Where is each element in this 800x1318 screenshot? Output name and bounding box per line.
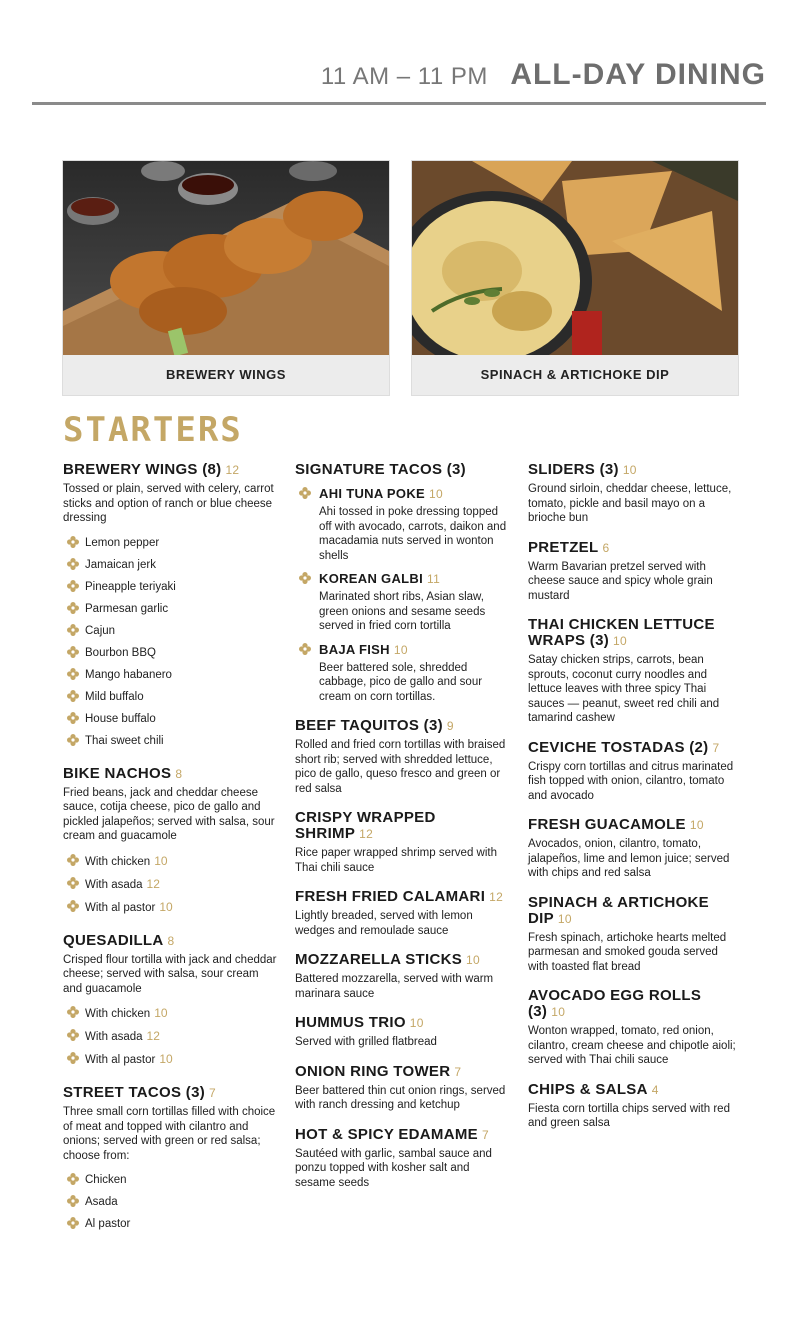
quatrefoil-icon	[67, 900, 79, 912]
menu-item	[528, 462, 740, 526]
item-description: Warm Bavarian pretzel served with cheese sauce and spicy whole grain mustard	[528, 560, 713, 602]
item-price: 12	[359, 827, 374, 841]
item-description: Beer battered thin cut onion rings, served with ranch dressing and ketchup	[295, 1084, 506, 1111]
item-name: SLIDERS (3)	[528, 461, 619, 478]
item-name: SPINACH & ARTICHOKE DIP	[528, 893, 709, 927]
menu-item	[528, 540, 740, 604]
photo-spinach-dip	[411, 160, 739, 396]
menu-item-quesadilla	[63, 933, 278, 1072]
item-name: CRISPY WRAPPED SHRIMP	[295, 809, 436, 842]
item-price: 7	[454, 1064, 462, 1079]
option-list	[63, 1169, 278, 1235]
option-list	[63, 1002, 278, 1071]
item-description: Fried beans, jack and cheddar cheese sauce, cotija cheese, pico de gallo and pickled jalapeños; served with salsa, sour cream and guacamole	[63, 786, 275, 842]
item-name: MOZZARELLA STICKS	[295, 951, 463, 968]
item-description: Rice paper wrapped shrimp served with Thai chili sauce	[295, 847, 497, 874]
item-name: SIGNATURE TACOS (3)	[295, 461, 466, 478]
option-item: Mango habanero	[63, 664, 278, 686]
menu-item	[295, 810, 507, 875]
item-price: 7	[481, 1127, 489, 1142]
sub-item-korean-galbi: KOREAN GALBI 11 Marinated short ribs, Asian slaw, green onions and sesame seeds served in fried corn tortilla	[295, 571, 507, 634]
option-item: Pineapple teriyaki	[63, 576, 278, 598]
menu-item	[528, 1082, 740, 1131]
item-price: 12	[225, 463, 240, 477]
option-item: Chicken	[63, 1169, 278, 1191]
menu-item	[295, 889, 507, 938]
item-description: Lightly breaded, served with lemon wedges and remoulade sauce	[295, 910, 473, 937]
option-item: Al pastor	[63, 1213, 278, 1235]
dip-image	[412, 161, 738, 355]
item-name: STREET TACOS (3)	[63, 1084, 206, 1101]
item-name: BEEF TAQUITOS (3)	[295, 717, 443, 734]
item-price: 7	[209, 1086, 217, 1100]
menu-item	[295, 952, 507, 1001]
item-description: Crisped flour tortilla with jack and cheddar cheese; served with salsa, sour cream and guacamole	[63, 953, 277, 995]
quatrefoil-icon	[67, 1006, 79, 1018]
quatrefoil-icon	[67, 668, 79, 680]
item-description: Sautéed with garlic, sambal sauce and ponzu topped with kosher salt and sesame seeds	[295, 1147, 492, 1189]
item-description: Battered mozzarella, served with warm marinara sauce	[295, 973, 494, 1000]
quatrefoil-icon	[67, 712, 79, 724]
item-description: Avocados, onion, cilantro, tomato, jalapeños, lime and lemon juice; served with chips and red salsa	[528, 838, 730, 879]
menu-item	[528, 740, 740, 804]
option-item: Asada	[63, 1191, 278, 1213]
option-item: Lemon pepper	[63, 532, 278, 554]
item-price: 8	[167, 933, 175, 948]
photo-caption: SPINACH & ARTICHOKE DIP	[412, 355, 738, 395]
option-item: Parmesan garlic	[63, 598, 278, 620]
quatrefoil-icon	[67, 536, 79, 548]
quatrefoil-icon	[67, 580, 79, 592]
quatrefoil-icon	[299, 643, 311, 655]
menu-column-2	[295, 462, 507, 1204]
menu-item	[528, 617, 740, 726]
item-name: PRETZEL	[528, 538, 599, 556]
option-item: With al pastor 10	[63, 1048, 278, 1071]
item-price: 8	[175, 766, 183, 781]
page-title: ALL-DAY DINING	[510, 58, 766, 91]
option-item: With chicken 10	[63, 1002, 278, 1025]
quatrefoil-icon	[67, 1052, 79, 1064]
item-description: Tossed or plain, served with celery, carrot sticks and option of ranch or blue cheese dressing	[63, 483, 274, 524]
menu-item	[295, 1064, 507, 1113]
quatrefoil-icon	[67, 877, 79, 889]
menu-column-3	[528, 462, 740, 1145]
photo-brewery-wings	[62, 160, 390, 396]
option-item: With chicken 10	[63, 850, 278, 873]
menu-item-bike-nachos	[63, 766, 278, 919]
photo-caption: BREWERY WINGS	[63, 355, 389, 395]
menu-column-1	[63, 462, 278, 1249]
item-name: HOT & SPICY EDAMAME	[295, 1125, 478, 1143]
item-price: 12	[489, 890, 504, 904]
menu-item-brewery-wings	[63, 462, 278, 752]
item-description: Three small corn tortillas filled with choice of meat and topped with cilantro and onions; served with green or red salsa; choose from:	[63, 1106, 276, 1162]
quatrefoil-icon	[67, 1173, 79, 1185]
item-name: BREWERY WINGS (8)	[63, 461, 222, 478]
item-description: Wonton wrapped, tomato, red onion, cilantro, cream cheese and chipotle aioli; served with Thai chili sauce	[528, 1025, 736, 1066]
item-price: 9	[446, 719, 454, 733]
menu-item	[528, 817, 740, 881]
quatrefoil-icon	[67, 1195, 79, 1207]
item-name: FRESH GUACAMOLE	[528, 816, 686, 833]
item-price: 10	[557, 911, 572, 926]
quatrefoil-icon	[67, 602, 79, 614]
menu-item	[295, 1015, 507, 1050]
item-description: Rolled and fried corn tortillas with braised short rib; served with shredded lettuce, pico de gallo, queso fresco and green or red salsa	[295, 739, 506, 795]
item-name: QUESADILLA	[63, 931, 164, 949]
sub-item-baja-fish: BAJA FISH 10 Beer battered sole, shredded cabbage, pico de gallo and sour cream on corn tortillas.	[295, 642, 507, 705]
sub-item-ahi-tuna-poke: AHI TUNA POKE 10 Ahi tossed in poke dressing topped off with avocado, carrots, daikon and macadamia nuts served in wonton shells	[295, 486, 507, 563]
option-item: Cajun	[63, 620, 278, 642]
option-item: With al pastor 10	[63, 896, 278, 919]
item-price: 7	[712, 740, 720, 755]
option-item: With asada 12	[63, 1025, 278, 1048]
item-name: HUMMUS TRIO	[295, 1014, 406, 1031]
item-name: ONION RING TOWER	[295, 1062, 451, 1080]
wings-image	[63, 161, 389, 355]
quatrefoil-icon	[299, 572, 311, 584]
item-price: 10	[622, 463, 637, 477]
quatrefoil-icon	[67, 854, 79, 866]
option-item: Jamaican jerk	[63, 554, 278, 576]
page-header	[32, 58, 766, 105]
option-list	[63, 850, 278, 919]
item-price: 10	[409, 1016, 424, 1030]
quatrefoil-icon	[67, 1217, 79, 1229]
item-description: Fiesta corn tortilla chips served with red and green salsa	[528, 1102, 730, 1129]
quatrefoil-icon	[67, 646, 79, 658]
item-description: Crispy corn tortillas and citrus marinated fish topped with onion, cilantro, tomato and avocado	[528, 760, 734, 802]
quatrefoil-icon	[67, 690, 79, 702]
item-description: Satay chicken strips, carrots, bean sprouts, coconut curry noodles and lettuce leaves with three spicy Thai sauces — peanut, sweet red chili and tamarind cashew	[528, 654, 720, 724]
item-description: Served with grilled flatbread	[295, 1036, 437, 1048]
quatrefoil-icon	[67, 734, 79, 746]
item-price: 10	[613, 634, 627, 648]
item-description: Fresh spinach, artichoke hearts melted parmesan and smoked gouda served with toasted flat bread	[528, 931, 727, 973]
item-name: CHIPS & SALSA	[528, 1080, 648, 1098]
item-price: 4	[651, 1082, 659, 1097]
menu-item	[528, 988, 740, 1068]
item-price: 10	[551, 1005, 566, 1019]
item-name: FRESH FRIED CALAMARI	[295, 888, 486, 905]
option-list	[63, 532, 278, 752]
item-name: CEVICHE TOSTADAS (2)	[528, 738, 709, 756]
option-item: With asada 12	[63, 873, 278, 896]
item-price: 6	[602, 540, 610, 555]
option-item: House buffalo	[63, 708, 278, 730]
hours-text: 11 AM – 11 PM	[320, 63, 488, 90]
item-name: THAI CHICKEN LETTUCE WRAPS (3)	[528, 616, 715, 649]
item-name: BIKE NACHOS	[63, 764, 172, 782]
item-price: 10	[466, 953, 480, 967]
quatrefoil-icon	[299, 487, 311, 499]
option-item: Thai sweet chili	[63, 730, 278, 752]
quatrefoil-icon	[67, 624, 79, 636]
menu-item-street-tacos	[63, 1085, 278, 1235]
section-title: STARTERS	[63, 410, 243, 450]
option-item: Bourbon BBQ	[63, 642, 278, 664]
menu-item-signature-tacos	[295, 462, 507, 704]
option-item: Mild buffalo	[63, 686, 278, 708]
quatrefoil-icon	[67, 1029, 79, 1041]
item-description: Ground sirloin, cheddar cheese, lettuce, tomato, pickle and basil mayo on a brioche bun	[528, 483, 732, 524]
item-name: AVOCADO EGG ROLLS (3)	[528, 987, 702, 1020]
menu-item	[295, 1127, 507, 1191]
menu-item	[528, 895, 740, 975]
quatrefoil-icon	[67, 558, 79, 570]
menu-item	[295, 718, 507, 796]
item-price: 10	[689, 818, 704, 832]
